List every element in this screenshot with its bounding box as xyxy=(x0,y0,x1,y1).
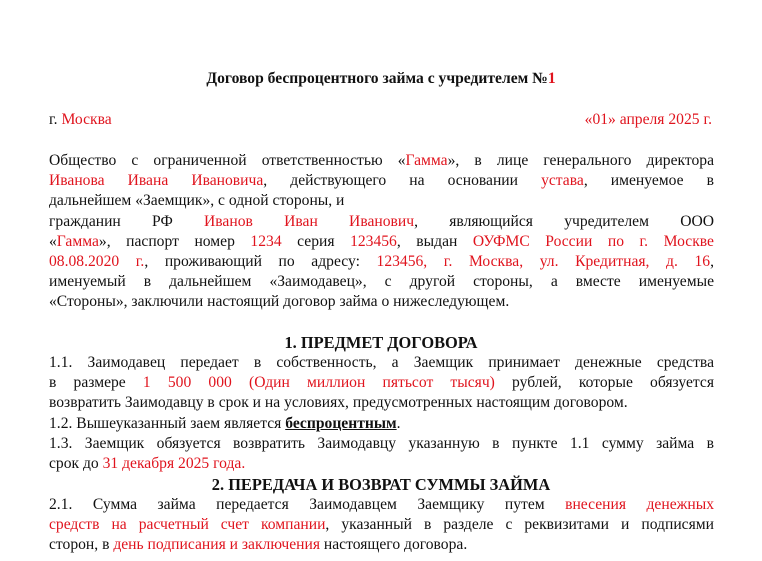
text: Общество с ограниченной ответственностью « xyxy=(49,152,406,169)
text: в размере xyxy=(49,374,143,391)
text: , действующего на основании xyxy=(263,172,542,189)
text: , проживающий по адресу: xyxy=(144,253,377,270)
clause-2-1-line2 xyxy=(49,515,714,535)
city: Москва xyxy=(61,111,112,128)
clause-2-1-line3 xyxy=(49,535,467,555)
text: , указанный в разделе с реквизитами и подписями xyxy=(325,516,714,533)
clause-1-3-line1: 1.3. Заемщик обязуется возвратить Заимодавцу указанную в пункте 1.1 сумму займа в xyxy=(49,435,714,452)
clause-1-3-line2 xyxy=(49,454,245,474)
city-line xyxy=(49,110,112,130)
director-name: Иванова Ивана Ивановича xyxy=(49,172,264,189)
text: срок до xyxy=(49,455,103,472)
city-prefix: г. xyxy=(49,111,58,128)
text: , xyxy=(710,253,714,270)
section2-heading: 2. ПЕРЕДАЧА И ВОЗВРАТ СУММЫ ЗАЙМА xyxy=(211,475,551,494)
transfer-method: средств на расчетный счет компании xyxy=(49,516,326,533)
text: « xyxy=(49,233,57,250)
clause-1-1-line1: 1.1. Заимодавец передает в собственность, а Заемщик принимает денежные средства xyxy=(49,354,714,371)
section1-heading: 1. ПРЕДМЕТ ДОГОВОРА xyxy=(284,333,478,352)
text: . xyxy=(241,455,246,472)
clause-1-1-line3: возвратить Заимодавцу в срок и на условиях, предусмотренных настоящим договором. xyxy=(49,394,628,411)
text: рублей, которые обязуется xyxy=(494,374,714,391)
party2-line5: «Стороны», заключили настоящий договор займа о нижеследующем. xyxy=(49,293,510,310)
text: , являющийся учредителем ООО xyxy=(414,213,714,230)
document-title xyxy=(0,69,762,89)
interest-free-term: беспроцентным xyxy=(285,415,397,432)
passport-number: 1234 xyxy=(250,233,282,250)
party1-line3: дальнейшем «Заемщик», с одной стороны, и xyxy=(49,192,345,209)
party2-line2 xyxy=(49,232,714,252)
text: . xyxy=(396,415,401,432)
text: , выдан xyxy=(396,233,473,250)
text: », в лице генерального директора xyxy=(447,152,714,169)
text: настоящего договора. xyxy=(320,536,468,553)
transfer-date: день подписания и заключения xyxy=(113,536,321,553)
party2-line4: именуемый в дальнейшем «Заимодавец», с другой стороны, а вместе именуемые xyxy=(49,273,714,290)
party2-line3 xyxy=(49,252,714,272)
transfer-method: внесения денежных xyxy=(565,496,715,513)
passport-series: 123456 xyxy=(350,233,397,250)
issue-date: 08.08.2020 г. xyxy=(49,253,145,270)
due-date: 31 декабря 2025 года xyxy=(102,455,242,472)
text: серия xyxy=(281,233,351,250)
text: 2.1. Сумма займа передается Заимодавцем Заемщику путем xyxy=(49,496,566,513)
party1-line1 xyxy=(49,151,714,171)
basis: устава xyxy=(541,172,584,189)
text: гражданин РФ xyxy=(49,213,205,230)
issued-by: ОУФМС России по г. Москве xyxy=(472,233,714,250)
contract-date: «01» апреля 2025 г. xyxy=(584,111,712,128)
company-name: Гамма xyxy=(56,233,99,250)
clause-2-1-line1 xyxy=(49,495,714,515)
lender-name: Иванов Иван Иванович xyxy=(204,213,415,230)
text: , именуемое в xyxy=(583,172,714,189)
clause-1-2 xyxy=(49,414,401,434)
loan-amount: 1 500 000 (Один миллион пятьсот тысяч) xyxy=(142,374,495,391)
text: 1.2. Вышеуказанный заем является xyxy=(49,415,286,432)
text: », паспорт номер xyxy=(98,233,251,250)
company-name: Гамма xyxy=(405,152,448,169)
party1-line2 xyxy=(49,171,714,191)
text: сторон, в xyxy=(49,536,114,553)
contract-number: 1 xyxy=(547,70,556,87)
party2-line1 xyxy=(49,212,714,232)
address: 123456, г. Москва, ул. Кредитная, д. 16 xyxy=(376,253,711,270)
title-text: Договор беспроцентного займа с учредителем № xyxy=(206,70,548,87)
clause-1-1-line2 xyxy=(49,373,714,393)
